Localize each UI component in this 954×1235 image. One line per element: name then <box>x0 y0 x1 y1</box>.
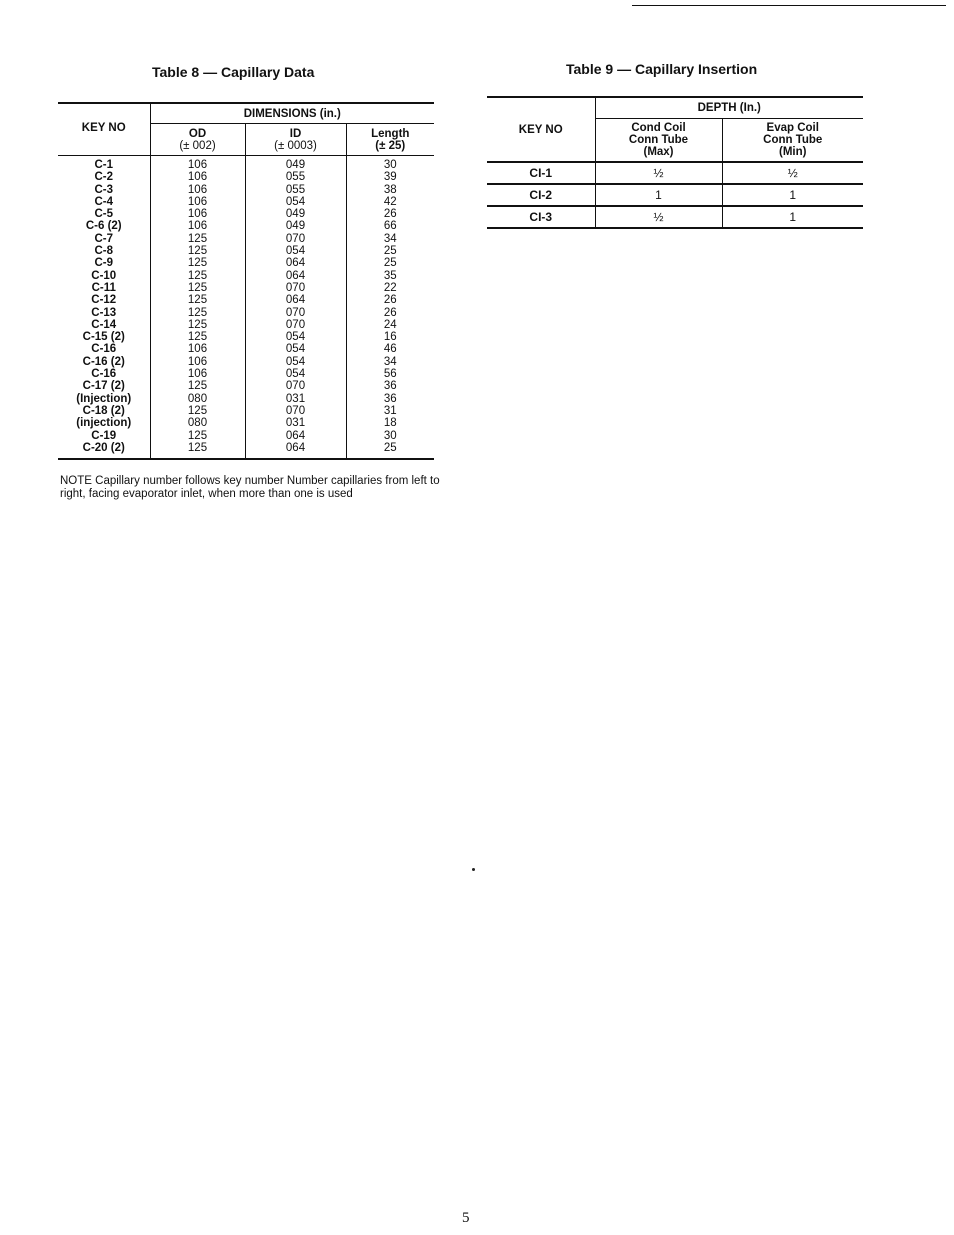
id-cell: 054 <box>245 245 346 257</box>
table-row <box>58 356 434 368</box>
id-cell: 049 <box>245 220 346 232</box>
key-cell: C-11 <box>91 281 116 294</box>
id-cell: 049 <box>245 156 346 172</box>
key-cell: C-7 <box>94 232 114 245</box>
key-cell: C-16 (2) <box>82 355 125 368</box>
key-cell: C-16 <box>91 368 117 381</box>
od-tolerance: (± 002) <box>179 139 216 152</box>
key-cell: CI-2 <box>487 184 595 206</box>
od-cell: 125 <box>150 233 245 245</box>
id-label: ID <box>289 127 302 140</box>
length-cell: 38 <box>346 184 434 196</box>
table-row <box>58 294 434 306</box>
table9-key-header: KEY NO <box>487 97 595 162</box>
table-row <box>58 368 434 380</box>
key-cell: C-3 <box>94 183 114 196</box>
length-cell: 18 <box>346 417 434 429</box>
table-row <box>58 442 434 459</box>
table-row <box>58 307 434 319</box>
table-row <box>58 343 434 355</box>
table-row <box>58 257 434 269</box>
length-cell: 26 <box>346 208 434 220</box>
table-row <box>58 220 434 232</box>
length-cell: 26 <box>346 307 434 319</box>
table-row <box>58 208 434 220</box>
od-cell: 125 <box>150 257 245 269</box>
id-cell: 070 <box>245 405 346 417</box>
table9-title: Table 9 — Capillary Insertion <box>566 61 758 77</box>
evap-line1: Evap Coil <box>766 122 819 134</box>
od-cell: 125 <box>150 307 245 319</box>
id-cell: 054 <box>245 331 346 343</box>
table8-title: Table 8 — Capillary Data <box>152 64 315 80</box>
table9-col-cond <box>595 119 722 163</box>
length-cell: 56 <box>346 368 434 380</box>
length-cell: 36 <box>346 393 434 405</box>
length-cell: 31 <box>346 405 434 417</box>
id-cell: 064 <box>245 442 346 459</box>
id-cell: 064 <box>245 294 346 306</box>
table-row <box>58 282 434 294</box>
id-cell: 064 <box>245 257 346 269</box>
table-row <box>58 156 434 172</box>
capillary-insertion-table <box>487 96 863 229</box>
evap-depth-cell: ½ <box>722 162 863 184</box>
cond-depth-cell: 1 <box>595 184 722 206</box>
od-cell: 106 <box>150 196 245 208</box>
id-cell: 070 <box>245 380 346 392</box>
length-label: Length <box>371 127 410 140</box>
id-cell: 064 <box>245 270 346 282</box>
key-cell: C-13 <box>91 306 117 319</box>
od-cell: 106 <box>150 208 245 220</box>
od-cell: 125 <box>150 270 245 282</box>
table-row <box>58 171 434 183</box>
key-cell: CI-3 <box>487 206 595 228</box>
table8-col-od <box>150 124 245 156</box>
id-cell: 070 <box>245 233 346 245</box>
table8-col-length <box>346 124 434 156</box>
table-row <box>58 245 434 257</box>
key-cell: C-10 <box>91 269 117 282</box>
table-row <box>58 393 434 405</box>
key-cell: CI-1 <box>529 166 553 180</box>
od-cell: 125 <box>150 294 245 306</box>
id-cell: 054 <box>245 196 346 208</box>
length-cell: 39 <box>346 171 434 183</box>
key-cell: C-5 <box>94 208 114 221</box>
od-cell: 106 <box>150 156 245 172</box>
od-cell: 125 <box>150 430 245 442</box>
key-cell: C-8 <box>94 245 114 258</box>
table8-key-header: KEY NO <box>58 103 150 156</box>
evap-depth-cell: 1 <box>722 206 863 228</box>
length-cell: 25 <box>346 257 434 269</box>
id-cell: 054 <box>245 356 346 368</box>
table8-note: NOTE Capillary number follows key number Number capillaries from left to right, facing evaporator inlet, when more than one is used <box>60 475 440 500</box>
key-cell: C-16 <box>91 343 117 356</box>
length-tolerance: (± 25) <box>375 139 406 152</box>
id-cell: 064 <box>245 430 346 442</box>
key-cell: C-15 (2) <box>82 331 125 344</box>
key-cell: (injection) <box>76 417 132 430</box>
table9-depth-header: DEPTH (In.) <box>595 97 863 119</box>
od-cell: 106 <box>150 343 245 355</box>
table-row <box>58 270 434 282</box>
id-cell: 070 <box>245 319 346 331</box>
length-cell: 36 <box>346 380 434 392</box>
id-cell: 055 <box>245 184 346 196</box>
length-cell: 34 <box>346 233 434 245</box>
table-row <box>487 184 863 206</box>
length-cell: 16 <box>346 331 434 343</box>
id-cell: 055 <box>245 171 346 183</box>
od-cell: 125 <box>150 331 245 343</box>
key-cell: C-2 <box>94 171 114 184</box>
od-cell: 106 <box>150 184 245 196</box>
table-row <box>58 233 434 245</box>
table-row <box>58 184 434 196</box>
table8-col-id <box>245 124 346 156</box>
key-cell: C-9 <box>94 257 114 270</box>
key-cell: C-19 <box>91 429 117 442</box>
table-row <box>58 405 434 417</box>
length-cell: 66 <box>346 220 434 232</box>
table-row <box>58 331 434 343</box>
key-cell: C-14 <box>91 318 117 331</box>
evap-line3: (Min) <box>779 146 807 158</box>
evap-line2: Conn Tube <box>763 134 823 146</box>
od-cell: 080 <box>150 393 245 405</box>
cond-depth-cell: ½ <box>595 206 722 228</box>
table9-body <box>487 162 863 228</box>
id-cell: 031 <box>245 393 346 405</box>
table-row <box>58 196 434 208</box>
od-cell: 125 <box>150 405 245 417</box>
id-cell: 049 <box>245 208 346 220</box>
key-cell: C-4 <box>94 195 114 208</box>
od-cell: 106 <box>150 220 245 232</box>
length-cell: 25 <box>346 245 434 257</box>
key-cell: C-6 (2) <box>85 220 122 233</box>
cond-line2: Conn Tube <box>628 134 689 146</box>
length-cell: 42 <box>346 196 434 208</box>
evap-depth-cell: 1 <box>722 184 863 206</box>
od-cell: 106 <box>150 368 245 380</box>
od-cell: 125 <box>150 319 245 331</box>
page-number: 5 <box>462 1210 470 1226</box>
id-cell: 054 <box>245 368 346 380</box>
table-row <box>487 162 863 184</box>
length-cell: 46 <box>346 343 434 355</box>
key-cell: C-18 (2) <box>82 404 125 417</box>
id-cell: 070 <box>245 282 346 294</box>
id-cell: 054 <box>245 343 346 355</box>
od-cell: 125 <box>150 282 245 294</box>
cond-line1: Cond Coil <box>631 122 686 134</box>
key-cell: C-1 <box>94 159 114 171</box>
table-row <box>58 417 434 429</box>
key-cell: C-12 <box>91 294 117 307</box>
table8-dimensions-header: DIMENSIONS (in.) <box>150 103 434 124</box>
table-row <box>58 380 434 392</box>
id-cell: 031 <box>245 417 346 429</box>
key-cell: (Injection) <box>76 392 132 405</box>
key-cell: C-17 (2) <box>82 380 125 393</box>
od-cell: 125 <box>150 245 245 257</box>
table-row <box>487 206 863 228</box>
length-cell: 25 <box>346 442 434 459</box>
table9-col-evap <box>722 119 863 163</box>
od-cell: 106 <box>150 171 245 183</box>
length-cell: 26 <box>346 294 434 306</box>
od-label: OD <box>188 127 207 140</box>
cond-line3: (Max) <box>643 146 674 158</box>
length-cell: 22 <box>346 282 434 294</box>
table-row <box>58 430 434 442</box>
id-cell: 070 <box>245 307 346 319</box>
print-speck <box>472 868 475 871</box>
id-tolerance: (± 0003) <box>274 139 317 152</box>
capillary-data-table <box>58 102 434 460</box>
cond-depth-cell: ½ <box>595 162 722 184</box>
od-cell: 106 <box>150 356 245 368</box>
table-row <box>58 319 434 331</box>
key-cell: C-20 (2) <box>82 441 125 454</box>
od-cell: 125 <box>150 380 245 392</box>
length-cell: 30 <box>346 430 434 442</box>
top-rule <box>632 5 946 6</box>
od-cell: 080 <box>150 417 245 429</box>
length-cell: 34 <box>346 356 434 368</box>
length-cell: 30 <box>346 156 434 172</box>
length-cell: 35 <box>346 270 434 282</box>
length-cell: 24 <box>346 319 434 331</box>
table8-body <box>58 156 434 460</box>
od-cell: 125 <box>150 442 245 459</box>
